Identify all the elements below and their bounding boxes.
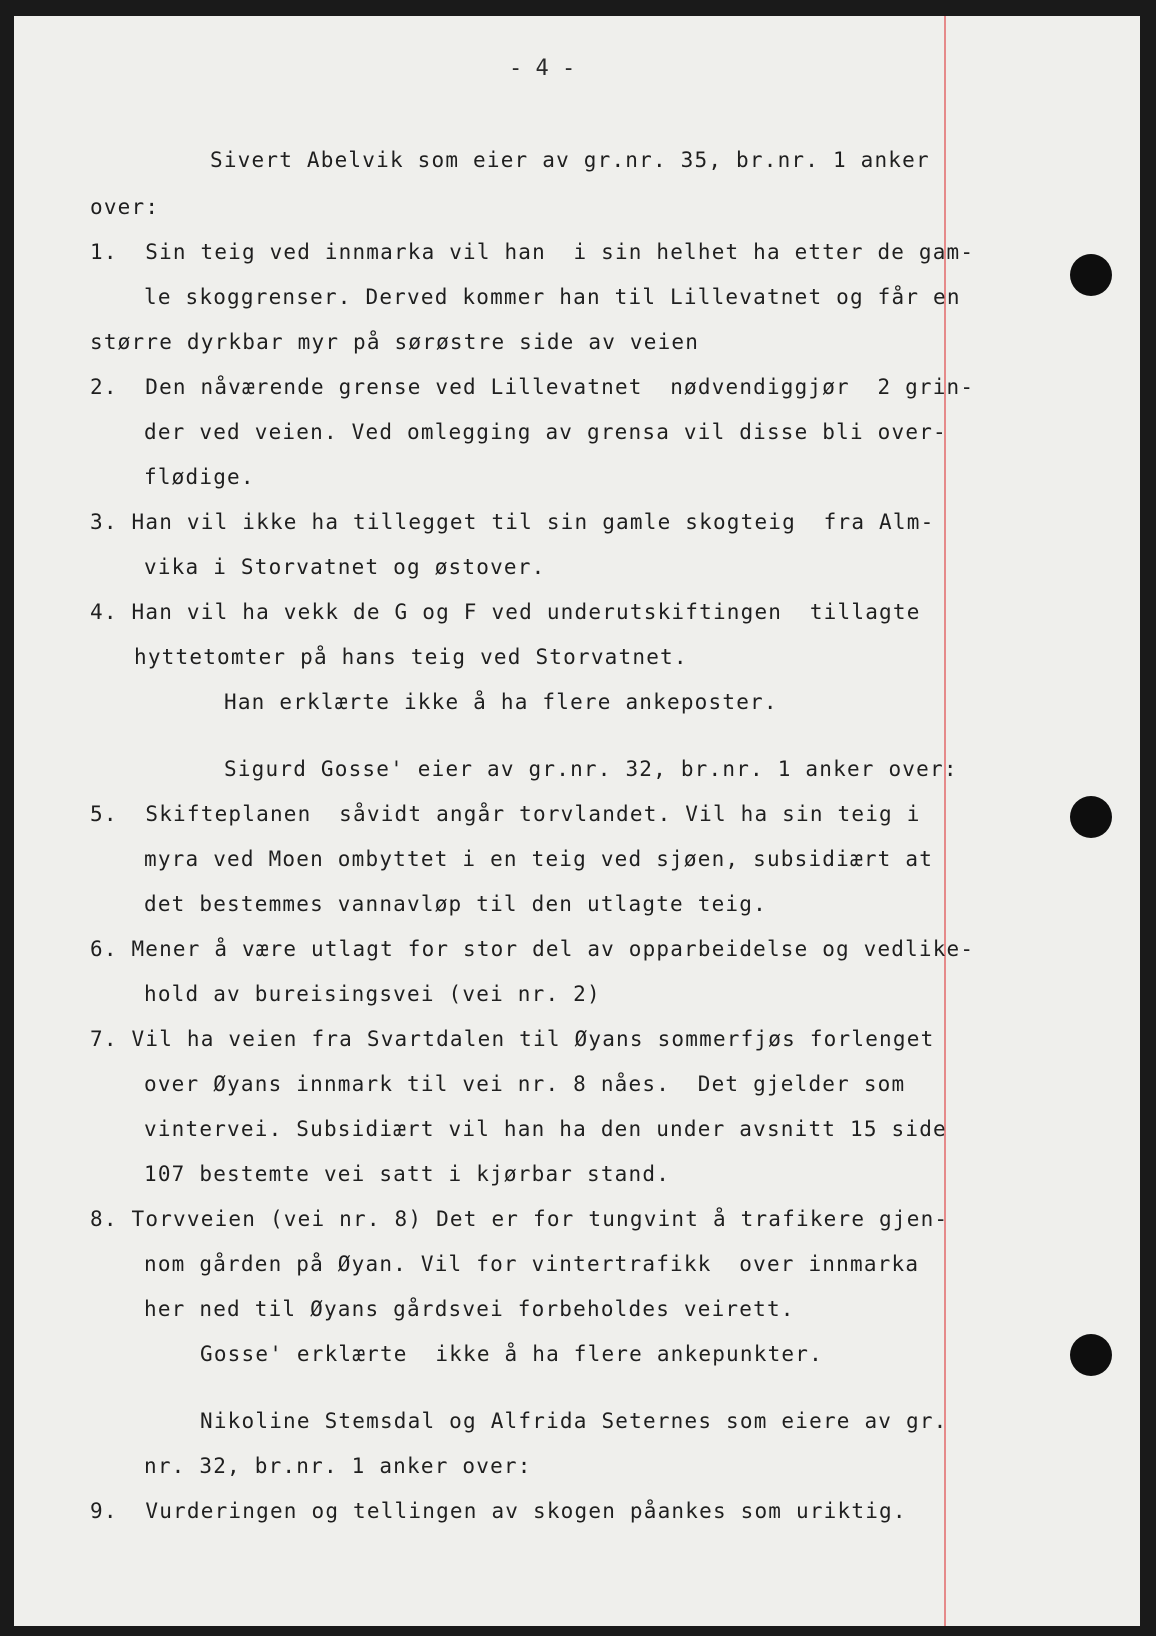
text-line: flødige. — [144, 465, 255, 489]
text-line: le skoggrenser. Derved kommer han til Lillevatnet og får en — [144, 285, 961, 309]
text-line: 107 bestemte vei satt i kjørbar stand. — [144, 1162, 671, 1186]
text-line: her ned til Øyans gårdsvei forbeholdes veirett. — [144, 1297, 795, 1321]
punch-hole-icon — [1070, 1334, 1112, 1376]
text-line: 7. Vil ha veien fra Svartdalen til Øyans sommerfjøs forlenget — [90, 1027, 935, 1051]
text-line: 3. Han vil ikke ha tillegget til sin gamle skogteig fra Alm- — [90, 510, 935, 534]
text-line: der ved veien. Ved omlegging av grensa vil disse bli over- — [144, 420, 947, 444]
text-line: nr. 32, br.nr. 1 anker over: — [144, 1454, 532, 1478]
page-number: - 4 - — [509, 56, 576, 81]
text-line: 9. Vurderingen og tellingen av skogen påankes som uriktig. — [90, 1499, 907, 1523]
text-line: 2. Den nåværende grense ved Lillevatnet nødvendiggjør 2 grin- — [90, 375, 975, 399]
text-line: Sigurd Gosse' eier av gr.nr. 32, br.nr. 1 anker over: — [224, 757, 958, 781]
text-line: større dyrkbar myr på sørøstre side av veien — [90, 330, 700, 354]
text-line: Gosse' erklærte ikke å ha flere ankepunkter. — [200, 1342, 823, 1366]
text-line: over: — [90, 195, 160, 219]
text-line: 5. Skifteplanen såvidt angår torvlandet. Vil ha sin teig i — [90, 802, 921, 826]
document-page — [14, 16, 1140, 1626]
text-line: 4. Han vil ha vekk de G og F ved underutskiftingen tillagte — [90, 600, 921, 624]
text-line: Han erklærte ikke å ha flere ankeposter. — [224, 690, 778, 714]
punch-hole-icon — [1070, 254, 1112, 296]
text-line: myra ved Moen ombyttet i en teig ved sjøen, subsidiært at — [144, 847, 934, 871]
text-line: vika i Storvatnet og østover. — [144, 555, 546, 579]
text-line: 6. Mener å være utlagt for stor del av opparbeidelse og vedlike- — [90, 937, 975, 961]
text-line: det bestemmes vannavløp til den utlagte teig. — [144, 892, 767, 916]
text-line: Nikoline Stemsdal og Alfrida Seternes som eiere av gr. — [200, 1409, 948, 1433]
text-line: hold av bureisingsvei (vei nr. 2) — [144, 982, 601, 1006]
text-line: 1. Sin teig ved innmarka vil han i sin helhet ha etter de gam- — [90, 240, 975, 264]
text-line: vintervei. Subsidiært vil han ha den under avsnitt 15 side — [144, 1117, 947, 1141]
text-line: Sivert Abelvik som eier av gr.nr. 35, br.nr. 1 anker — [210, 148, 930, 172]
text-line: over Øyans innmark til vei nr. 8 nåes. Det gjelder som — [144, 1072, 906, 1096]
text-line: hyttetomter på hans teig ved Storvatnet. — [134, 645, 688, 669]
text-line: nom gården på Øyan. Vil for vintertrafikk over innmarka — [144, 1252, 920, 1276]
punch-hole-icon — [1070, 796, 1112, 838]
text-line: 8. Torvveien (vei nr. 8) Det er for tungvint å trafikere gjen- — [90, 1207, 949, 1231]
